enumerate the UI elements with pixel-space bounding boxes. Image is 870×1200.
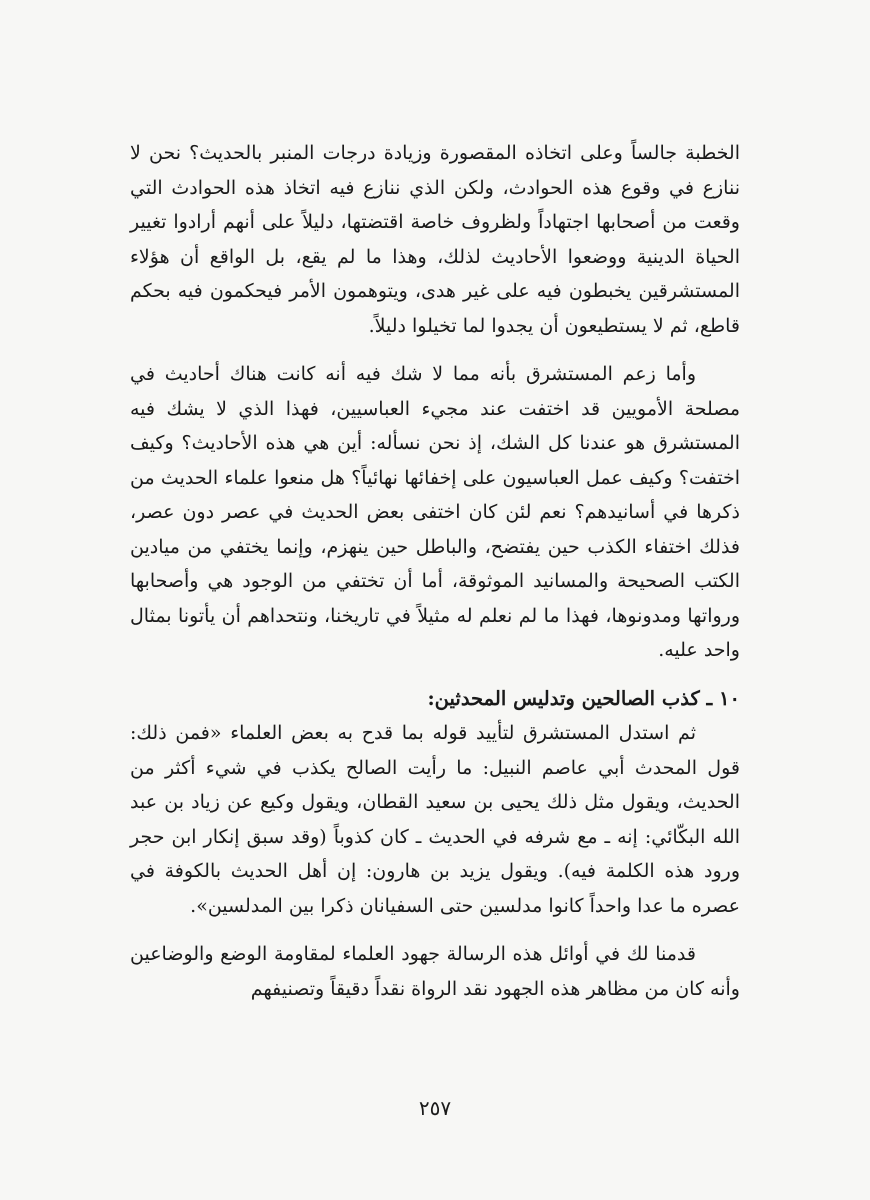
section-heading: ١٠ ـ كذب الصالحين وتدليس المحدثين: (427, 686, 740, 710)
paragraph-umayyad-hadiths: وأما زعم المستشرق بأنه مما لا شك فيه أنه كانت هناك أحاديث في مصلحة الأمويين قد اختفت عند مجيء العباسيين، فهذا الذي لا يشك فيه المستشرق هو عندنا كل الشك، إذ نحن نسأله: أين هي هذه الأحاديث؟ وكيف اختفت؟ وكيف عمل العباسيون على إخفائها نهائياً؟ هل منعوا علماء الحديث من ذكرها في أسانيدهم؟ نعم لئن كان اختفى بعض الحديث في عصر دون عصر، فذلك اختفاء الكذب حين يفتضح، والباطل حين ينهزم، وإنما يختفي من ميادين الكتب الصحيحة والمسانيد الموثوقة، أما أن تختفي من الوجود هي وأصحابها ورواتها ومدونوها، فهذا ما لم نعلم له مثيلاً في تاريخنا، ونتحداهم أن يأتونا بمثال واحد عليه. (130, 363, 740, 661)
page-body (130, 136, 740, 1006)
page-number: ٢٥٧ (418, 1096, 452, 1120)
paragraph-orientalist-evidence: ثم استدل المستشرق لتأييد قوله بما قدح به بعض العلماء «فمن ذلك: قول المحدث أبي عاصم النبيل: ما رأيت الصالح يكذب في شيء أكثر من الحديث، ويقول مثل ذلك يحيى بن سعيد القطان، ويقول وكيع عن زياد بن عبد الله البكّائي: إنه ـ مع شرفه في الحديث ـ كان كذوباً (وقد سبق إنكار ابن حجر ورود هذه الكلمة فيه). ويقول يزيد بن هارون: إن أهل الحديث بالكوفة في عصره ما عدا واحداً كانوا مدلسين حتى السفيانان ذكرا بين المدلسين». (130, 722, 740, 917)
paragraph-continuation: الخطبة جالساً وعلى اتخاذه المقصورة وزيادة درجات المنبر بالحديث؟ نحن لا ننازع في وقوع هذه الحوادث، ولكن الذي ننازع فيه اتخاذ هذه الحوادث التي وقعت من أصحابها اجتهاداً ولظروف خاصة اقتضتها، دليلاً على أنهم أرادوا تغيير الحياة الدينية ووضعوا الأحاديث لذلك، وهذا ما لم يقع، بل الواقع أن هؤلاء المستشرقين يخبطون فيه على غير هدى، ويتوهمون الأمر فيحكمون فيه بحكم قاطع، ثم لا يستطيعون أن يجدوا لما تخيلوا دليلاً. (130, 142, 740, 337)
paragraph-scholars-efforts: قدمنا لك في أوائل هذه الرسالة جهود العلماء لمقاومة الوضع والوضاعين وأنه كان من مظاهر هذه الجهود نقد الرواة نقداً دقيقاً وتصنيفهم (130, 943, 740, 1000)
